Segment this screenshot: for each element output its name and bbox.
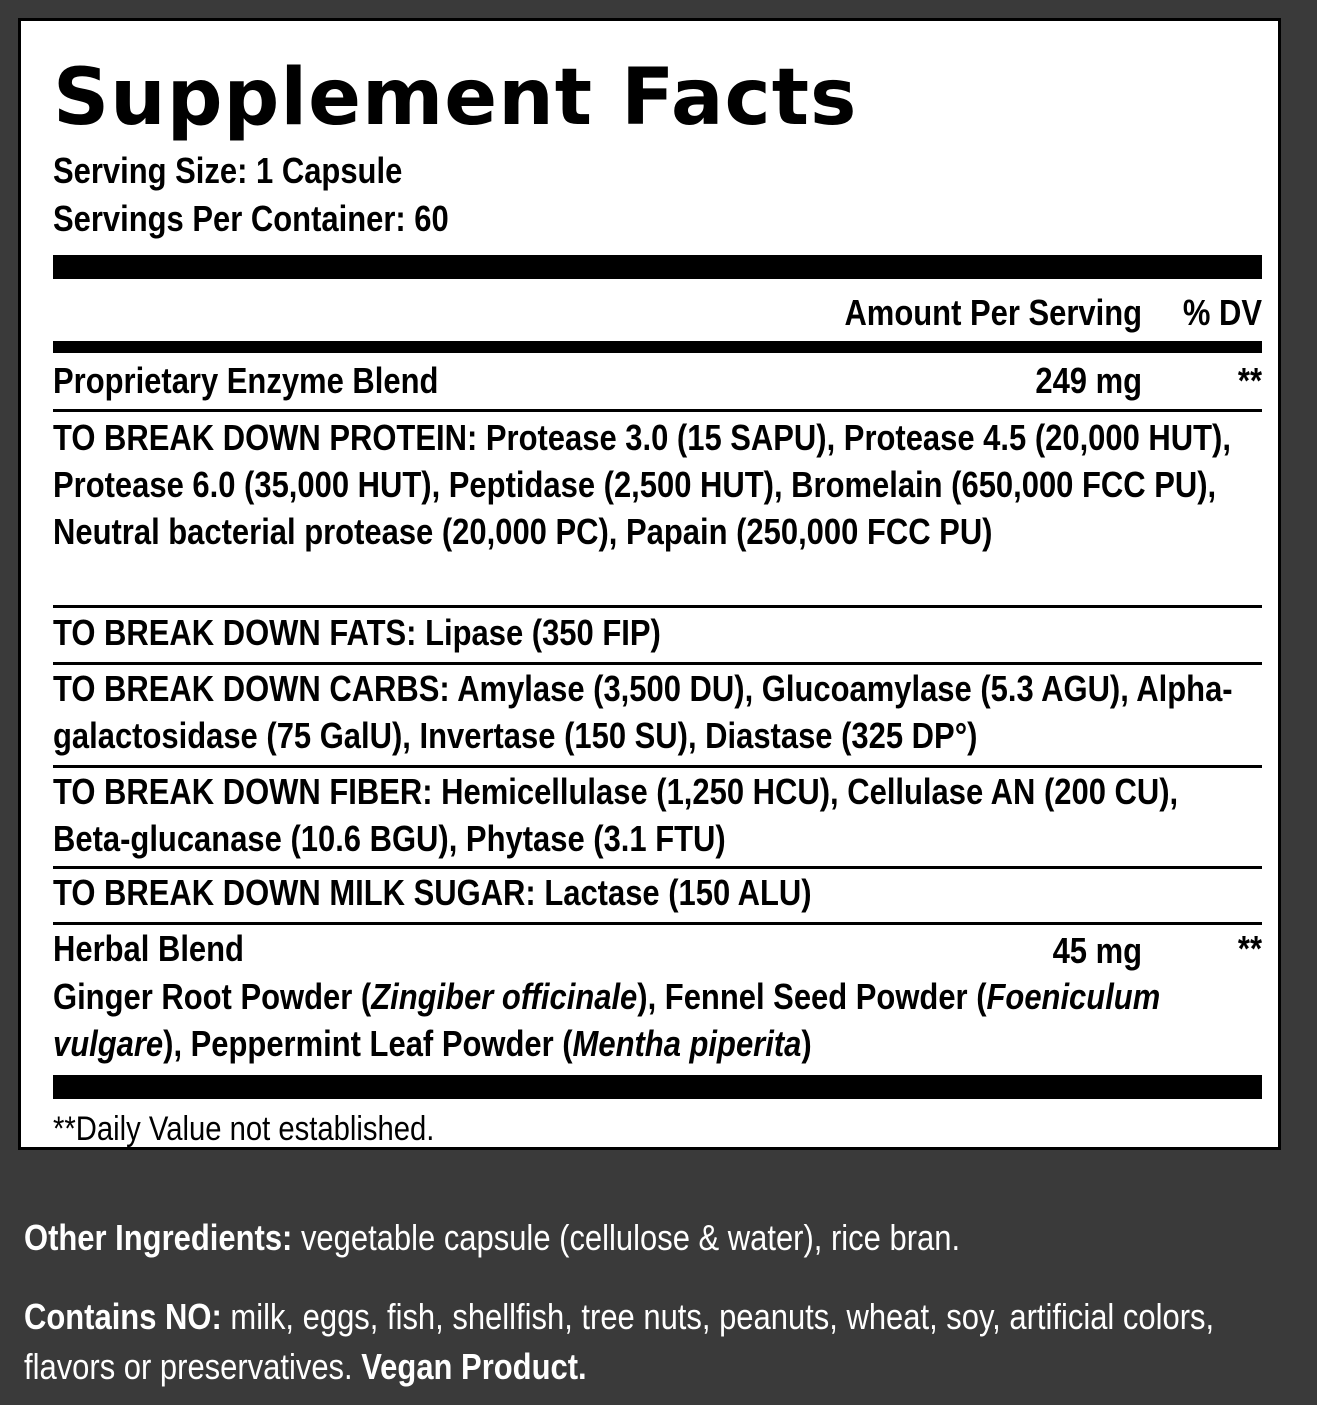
medium-rule	[53, 341, 1262, 353]
herbal-text: Ginger Root Powder (	[53, 976, 372, 1017]
divider	[53, 409, 1262, 412]
herbal-text: ), Fennel Seed Powder (	[637, 976, 987, 1017]
vegan-statement: Vegan Product.	[361, 1346, 587, 1387]
facts-title: Supplement Facts	[53, 53, 858, 143]
serving-size: Serving Size: 1 Capsule	[53, 150, 403, 191]
carbs-enzymes	[53, 665, 1248, 759]
herbal-text: )	[801, 1023, 812, 1064]
other-ingredients-text: vegetable capsule (cellulose & water), rice bran.	[292, 1217, 961, 1258]
herbal-latin-name: Mentha piperita	[572, 1023, 802, 1064]
herbal-latin-name: Zingiber officinale	[371, 976, 638, 1017]
fats-enzymes	[53, 609, 1248, 656]
milk-text: Lactase (150 ALU)	[535, 872, 812, 913]
herbal-latin-name: Foeniculum vulgare	[53, 976, 1161, 1064]
allergen-statement	[24, 1292, 1288, 1392]
enzyme-blend-amount: 249 mg	[1035, 360, 1142, 401]
carbs-key: TO BREAK DOWN CARBS:	[53, 668, 450, 709]
protein-enzymes	[53, 414, 1248, 555]
divider	[53, 605, 1262, 608]
divider	[53, 922, 1262, 925]
other-ingredients	[24, 1216, 1288, 1260]
herbal-ingredients	[53, 973, 1248, 1067]
fiber-text: Hemicellulase (1,250 HCU), Cellulase AN (200 CU), Beta-glucanase (10.6 BGU), Phytase (3.1 FTU)	[53, 771, 1179, 859]
fats-text: Lipase (350 FIP)	[416, 612, 661, 653]
thick-rule-bottom	[53, 1075, 1262, 1099]
other-ingredients-key: Other Ingredients:	[24, 1217, 293, 1258]
carbs-text: Amylase (3,500 DU), Glucoamylase (5.3 AGU), Alpha-galactosidase (75 GalU), Invertase (150 SU), Diastase (325 DP°)	[53, 668, 1233, 756]
fats-key: TO BREAK DOWN FATS:	[53, 612, 417, 653]
protein-key: TO BREAK DOWN PROTEIN:	[53, 417, 478, 458]
milk-key: TO BREAK DOWN MILK SUGAR:	[53, 872, 536, 913]
fiber-key: TO BREAK DOWN FIBER:	[53, 771, 433, 812]
protein-text: Protease 3.0 (15 SAPU), Protease 4.5 (20,000 HUT), Protease 6.0 (35,000 HUT), Peptidase (2,500 HUT), Bromelain (650,000 FCC PU), Neutral bacterial protease (20,000 PC), Papain (250,000 FCC PU)	[53, 417, 1231, 552]
thick-rule-top	[53, 255, 1262, 279]
enzyme-blend-dv: **	[1237, 360, 1262, 401]
herbal-text: ), Peppermint Leaf Powder (	[163, 1023, 573, 1064]
fiber-enzymes	[53, 768, 1248, 862]
contains-key: Contains NO:	[24, 1296, 222, 1337]
herbal-blend-dv: **	[1237, 928, 1262, 969]
supplement-facts-panel	[18, 18, 1281, 1150]
dv-header: % DV	[1182, 292, 1262, 333]
amount-per-serving-header: Amount Per Serving	[844, 292, 1142, 333]
servings-per-container: Servings Per Container: 60	[53, 198, 449, 239]
milk-enzymes	[53, 869, 1248, 916]
dv-footnote: **Daily Value not established.	[53, 1110, 435, 1148]
contains-text: milk, eggs, fish, shellfish, tree nuts, peanuts, wheat, soy, artificial colors, flavors or preservatives.	[24, 1296, 1215, 1387]
enzyme-blend-name: Proprietary Enzyme Blend	[53, 360, 439, 401]
herbal-blend-name: Herbal Blend	[53, 928, 244, 969]
herbal-blend-amount: 45 mg	[1052, 930, 1142, 971]
